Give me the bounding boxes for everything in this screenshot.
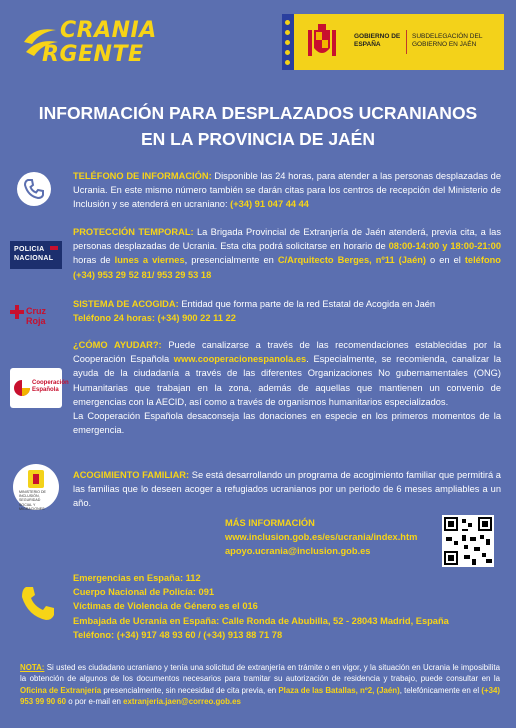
acogimiento-label: ACOGIMIENTO FAMILIAR: (73, 470, 190, 480)
phone-icon (17, 172, 51, 206)
nota-email[interactable]: extranjeria.jaen@correo.gob.es (123, 696, 241, 706)
violencia-line: Víctimas de Violencia de Género es el 016 (73, 601, 258, 612)
qr-code-icon[interactable] (442, 515, 494, 567)
section-contactos (73, 571, 501, 642)
embajada-label: Embajada de Ucrania en España: (73, 615, 220, 626)
section-proteccion: PROTECCIÓN TEMPORAL: La Brigada Provincial de Extranjería de Jaén atenderá, previa cita, a las personas desplazadas de Ucrania. Esta cita podrá solicitarse en horario de 08:00-14:00 y 18:00-21:00 horas de lunes a viernes, presencialmente en C/Arquitecto Berges, nº11 (Jaén) o en el teléfono (+34) 953 29 52 81/ 953 29 53 18 (73, 227, 501, 280)
mas-info-email[interactable]: apoyo.ucrania@inclusion.gob.es (225, 546, 371, 557)
crest-icon (28, 470, 44, 488)
acogida-label: SISTEMA DE ACOGIDA: (73, 299, 179, 309)
cooperacion-symbol-icon (13, 379, 31, 397)
telefono-phone: (+34) 91 047 44 44 (230, 199, 309, 210)
page-title (0, 100, 516, 152)
section-mas-info (225, 516, 435, 559)
section-telefono (73, 169, 501, 212)
nota-plaza: Plaza de las Batallas, nº2, (Jaén) (278, 685, 400, 695)
telefono-text: Disponible las 24 horas, para atender a las personas desplazadas de Ucrania. En este mismo número también se darán citas para los centros de recepción del Ministerio de Inclusión y se atenderá en ucraniano: (73, 171, 501, 210)
section-ayudar: ¿CÓMO AYUDAR?: Puede canalizarse a través de las recomendaciones establecidas por la Cooperación Española www.cooperacionespanola.es. Especialmente, se recomienda, canalizar la ayuda de la ciudadanía a través de las diferentes Organizaciones No gubernamentales (ONG) Humanitarias que trabajan en la zona, además de aquellas que mantienen un convenio de emergencias con la AECID, así como a través de organismos humanitarios especializados. La Cooperación Española desaconseja las donaciones en especie en los primeros momentos de la emergencia. (73, 340, 502, 436)
gobierno-logo (282, 14, 504, 70)
policia-line: Cuerpo Nacional de Policía: 091 (73, 587, 215, 598)
gobierno-espana-label: GOBIERNO DE ESPAÑA (354, 33, 401, 48)
logo-line-1: CRANIA (60, 18, 157, 43)
section-acogimiento: ACOGIMIENTO FAMILIAR: Se está desarrollando un programa de acogimiento familiar que permitirá a las familias que lo deseen acoger a refugiados ucranianos por un periodo de 6 meses ampliables a un año. (73, 470, 501, 509)
phone-handset-icon (18, 583, 58, 623)
cruz-roja-logo: Cruz Roja (10, 304, 66, 322)
title-line-2: EN LA PROVINCIA DE JAÉN (140, 129, 375, 149)
ucrania-urgente-logo (20, 16, 160, 68)
spain-coat-of-arms-icon (306, 24, 338, 60)
emergencias-line: Emergencias en España: 112 (73, 573, 201, 583)
proteccion-phones: teléfono (+34) 953 29 52 81/ 953 29 53 18 (73, 255, 501, 280)
telefono-label: TELÉFONO DE INFORMACIÓN: (73, 171, 212, 181)
eu-flag-icon (282, 14, 294, 70)
logo-line-2: RGENTE (42, 42, 144, 67)
cooperacion-espanola-logo: Cooperación Española (10, 368, 62, 408)
subdelegacion-label: SUBDELEGACIÓN DEL GOBIERNO EN JAÉN (412, 33, 483, 48)
nota-tel: (+34) 953 99 90 60 (20, 685, 500, 706)
section-nota: NOTA: Si usted es ciudadano ucraniano y tenía una solicitud de extranjería en trámite o en vigor, y la situación en Ucrania le imposibilita la obtención de algunos de los documentos necesarios para tramitar su autorización de residencia y trabajo, puede consultar en la Oficina de Extranjería presencialmente, sin necesidad de cita previa, en Plaza de las Batallas, nº2, (Jaén), telefónicamente en el (+34) 953 99 90 60 o por e-mail en extranjeria.jaen@correo.gob.es (20, 663, 500, 706)
mas-info-url[interactable]: www.inclusion.gob.es/es/ucrania/index.htm (225, 532, 418, 543)
embajada-phone: Teléfono: (+34) 917 48 93 60 / (+34) 913 88 71 78 (73, 629, 283, 640)
section-acogida: SISTEMA DE ACOGIDA: Entidad que forma parte de la red Estatal de Acogida en Jaén Teléfono 24 horas: (+34) 900 22 11 22 (73, 299, 436, 324)
proteccion-hours: 08:00-14:00 y 18:00-21:00 (388, 241, 501, 252)
proteccion-address: C/Arquitecto Berges, nº11 (Jaén) (277, 255, 427, 266)
nota-oficina: Oficina de Extranjería (20, 685, 102, 695)
acogida-phone: Teléfono 24 horas: (+34) 900 22 11 22 (73, 313, 236, 324)
policia-nacional-logo: POLICIA NACIONAL (10, 241, 62, 269)
proteccion-days: lunes a viernes (114, 255, 185, 266)
ayudar-url[interactable]: www.cooperacionespanola.es (173, 354, 307, 365)
mas-info-title: MÁS INFORMACIÓN (225, 518, 315, 528)
ministerio-inclusion-logo: MINISTERIO DE INCLUSIÓN, SEGURIDAD SOCIAL Y MIGRACIONES (13, 464, 59, 510)
nota-label: NOTA: (20, 663, 45, 672)
ayudar-label: ¿CÓMO AYUDAR?: (73, 340, 162, 350)
embajada-address: Calle Ronda de Abubilla, 52 - 28043 Madrid, España (221, 615, 449, 626)
title-line-1: INFORMACIÓN PARA DESPLAZADOS UCRANIANOS (38, 103, 478, 123)
red-cross-icon (10, 305, 24, 319)
proteccion-label: PROTECCIÓN TEMPORAL: (73, 227, 194, 237)
